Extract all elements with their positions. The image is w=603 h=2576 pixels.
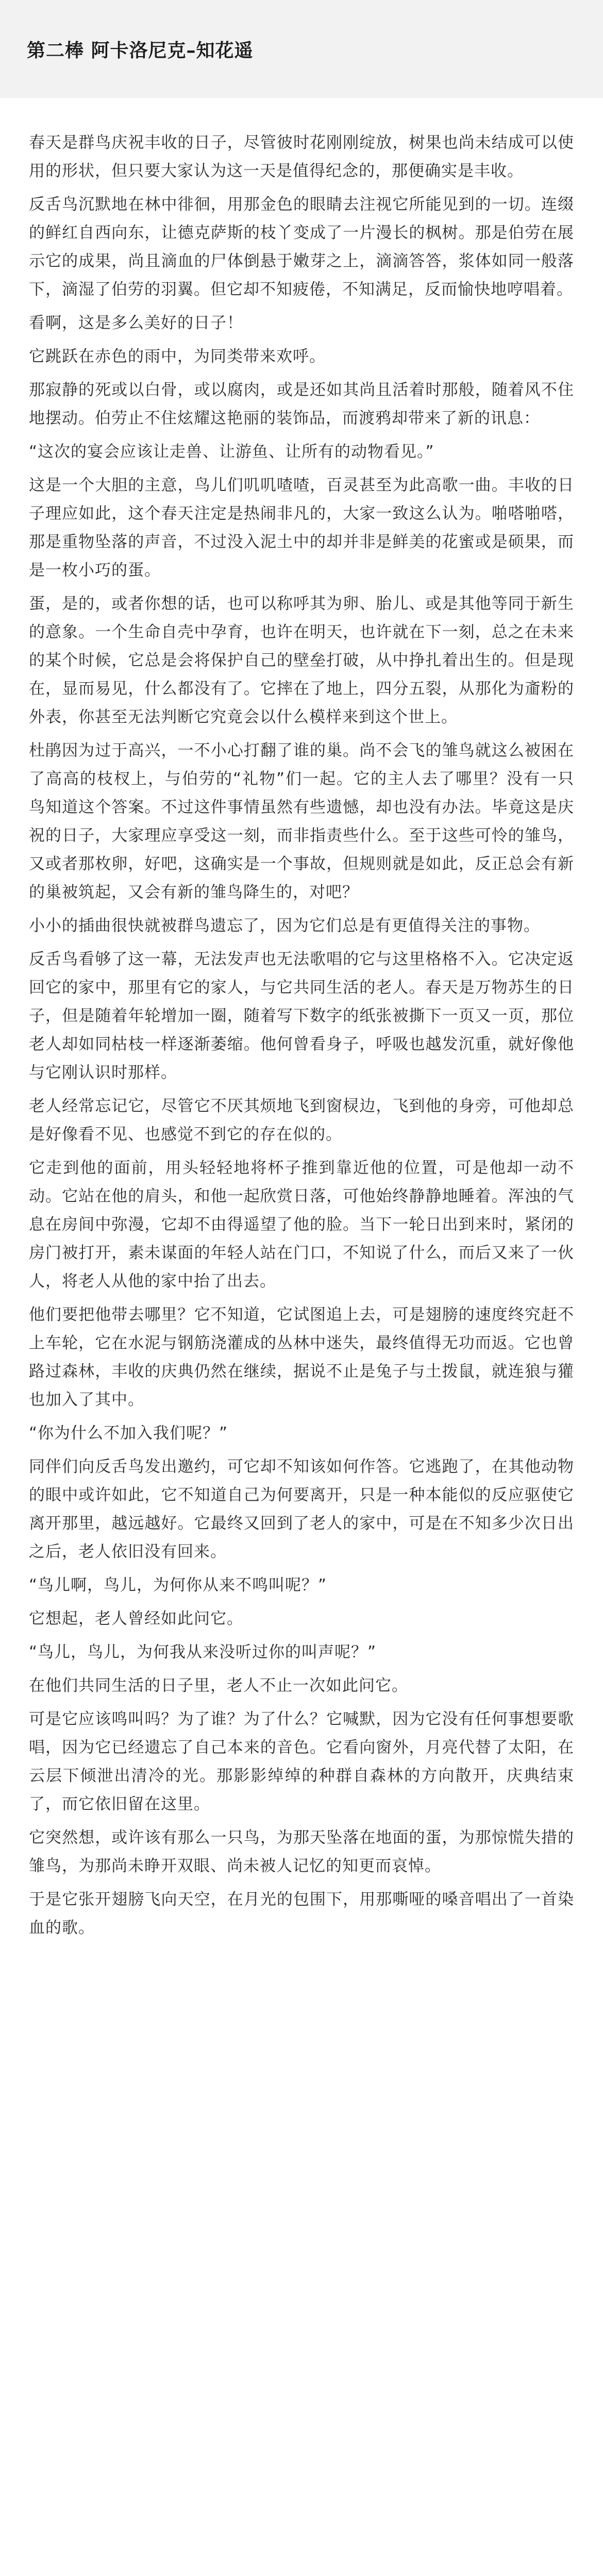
page-title: 第二棒 阿卡洛尼克–知花遥 [27,40,254,61]
paragraph: 它走到他的面前，用头轻轻地将杯子推到靠近他的位置，可是他却一动不动。它站在他的肩头，和他一起欣赏日落，可他始终静静地睡着。浑浊的气息在房间中弥漫，它却不由得遥望了他的脸。当下一轮日出到来时，紧闭的房门被打开，素未谋面的年轻人站在门口，不知说了什么，而后又来了一伙人，将老人从他的家中抬了出去。 [29,1159,574,1291]
article-body [0,98,603,1942]
paragraph: 它跳跃在赤色的雨中，为同类带来欢呼。 [29,347,326,366]
paragraph: 于是它张开翅膀飞向天空，在月光的包围下，用那嘶哑的嗓音唱出了一首染血的歌。 [29,1890,574,1937]
paragraph: “鸟儿啊，鸟儿，为何你从来不鸣叫呢？” [29,1576,327,1595]
paragraph: 同伴们向反舌鸟发出邀约，可它却不知该如何作答。它逃跑了，在其他动物的眼中或许如此，它不知道自己为何要离开，只是一种本能似的反应驱使它离开那里，越远越好。它最终又回到了老人的家中，可是在不知多少次日出之后，老人依旧没有回来。 [29,1458,574,1561]
paragraph: 蛋，是的，或者你想的话，也可以称呼其为卵、胎儿、或是其他等同于新生的意象。一个生命自壳中孕育，也许在明天，也许就在下一刻，总之在未来的某个时候，它总是会将保护自己的壁垒打破，从中挣扎着出生的。但是现在，显而易见，什么都没有了。它摔在了地上，四分五裂，从那化为齑粉的外表，你甚至无法判断它究竟会以什么模样来到这个世上。 [29,595,574,726]
paragraph: 它想起，老人曾经如此问它。 [29,1609,243,1628]
paragraph: “你为什么不加入我们呢？” [29,1424,228,1443]
paragraph: 它突然想，或许该有那么一只鸟，为那天坠落在地面的蛋，为那惊慌失措的雏鸟，为那尚未睁开双眼、尚未被人记忆的知更而哀悼。 [29,1828,574,1875]
paragraph: 这是一个大胆的主意，鸟儿们叽叽喳喳，百灵甚至为此高歌一曲。丰收的日子理应如此，这个春天注定是热闹非凡的，大家一致这么认为。啪嗒啪嗒，那是重物坠落的声音，不过没入泥土中的却并非是鲜美的花蜜或是硕果，而是一枚小巧的蛋。 [29,476,574,580]
paragraph: 老人经常忘记它，尽管它不厌其烦地飞到窗棂边，飞到他的身旁，可他却总是好像看不见、也感觉不到它的存在似的。 [29,1097,574,1144]
paragraph: “鸟儿，鸟儿，为何我从来没听过你的叫声呢？” [29,1643,377,1662]
paragraph: “这次的宴会应该让走兽、让游鱼、让所有的动物看见。” [29,443,434,461]
paragraph: 反舌鸟看够了这一幕，无法发声也无法歌唱的它与这里格格不入。它决定返回它的家中，那里有它的家人，与它共同生活的老人。春天是万物苏生的日子，但是随着年轮增加一圈，随着写下数字的纸张被撕下一页又一页，那位老人却如同枯枝一样逐渐萎缩。他何曾看身子，呼吸也越发沉重，就好像他与它刚认识时那样。 [29,950,574,1082]
paragraph: 可是它应该鸣叫吗？为了谁？为了什么？它喊默，因为它没有任何事想要歌唱，因为它已经遗忘了自己本来的音色。它看向窗外，月亮代替了太阳，在云层下倾泄出清冷的光。那影影绰绰的种群自森林的方向散开，庆典结束了，而它依旧留在这里。 [29,1710,574,1814]
paragraph: 反舌鸟沉默地在林中徘徊，用那金色的眼睛去注视它所能见到的一切。连缀的鲜红自西向东，让德克萨斯的枝丫变成了一片漫长的枫树。那是伯劳在展示它的成果，尚且滴血的尸体倒悬于嫩芽之上，滴滴答答，浆体如同一般落下，滴湿了伯劳的羽翼。但它却不知疲倦，不知满足，反而愉快地哼唱着。 [29,195,574,299]
paragraph: 看啊，这是多么美好的日子！ [29,314,243,332]
paragraph: 小小的插曲很快就被群鸟遗忘了，因为它们总是有更值得关注的事物。 [29,917,540,935]
page-header [0,0,603,98]
paragraph: 那寂静的死或以白骨，或以腐肉，或是还如其尚且活着时那般，随着风不住地摆动。伯劳止不住炫耀这艳丽的装饰品，而渡鸦却带来了新的讯息： [29,381,574,428]
paragraph: 杜鹃因为过于高兴，一不小心打翻了谁的巢。尚不会飞的雏鸟就这么被困在了高高的枝杈上，与伯劳的“礼物”们一起。它的主人去了哪里？没有一只鸟知道这个答案。不过这件事情虽然有些遗憾，却也没有办法。毕竟这是庆祝的日子，大家理应享受这一刻，而非指责些什么。至于这些可怜的雏鸟，又或者那枚卵，好吧，这确实是一个事故，但规则就是如此，反正总会有新的巢被筑起，又会有新的雏鸟降生的，对吧？ [29,741,574,902]
paragraph: 在他们共同生活的日子里，老人不止一次如此问它。 [29,1676,408,1695]
paragraph: 春天是群鸟庆祝丰收的日子，尽管彼时花刚刚绽放，树果也尚未结成可以使用的形状，但只要大家认为这一天是值得纪念的，那便确实是丰收。 [29,133,574,180]
paragraph: 他们要把他带去哪里？它不知道，它试图追上去，可是翅膀的速度终究赶不上车轮，它在水泥与钢筋浇灌成的丛林中迷失，最终值得无功而返。它也曾路过森林，丰收的庆典仍然在继续，据说不止是兔子与土拨鼠，就连狼与獾也加入了其中。 [29,1306,574,1409]
